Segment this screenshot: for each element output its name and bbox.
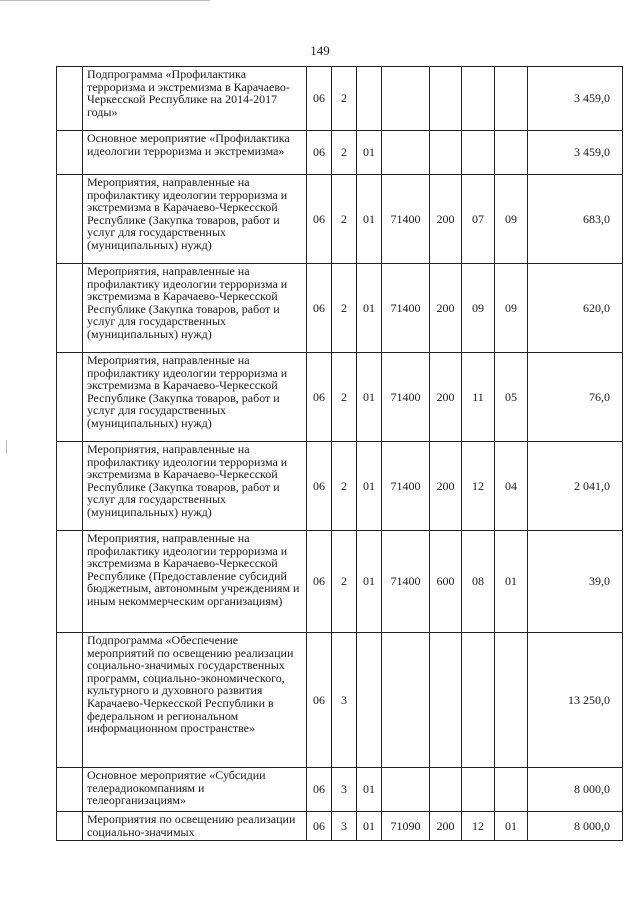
code-cell: 01 bbox=[357, 353, 382, 442]
code-cell: 71400 bbox=[382, 353, 430, 442]
code-cell: 06 bbox=[307, 264, 332, 353]
code-cell bbox=[462, 67, 495, 131]
code-cell: 2 bbox=[332, 175, 357, 264]
description-cell: Подпрограмма «Обеспечение мероприятий по освещению реализации социально-значимых государственных программ, социально-экономического, культурного и духовного развития Карачаево-Черкесской Республики в федеральном и региональном информационном пространстве» bbox=[83, 633, 307, 768]
code-cell: 3 bbox=[332, 633, 357, 768]
code-cell: 200 bbox=[430, 353, 462, 442]
code-cell bbox=[382, 633, 430, 768]
code-cell bbox=[495, 131, 528, 175]
code-cell: 09 bbox=[495, 175, 528, 264]
code-cell: 2 bbox=[332, 67, 357, 131]
code-cell: 2 bbox=[332, 531, 357, 633]
code-cell: 71400 bbox=[382, 442, 430, 531]
index-cell bbox=[57, 175, 83, 264]
index-cell bbox=[57, 264, 83, 353]
code-cell: 01 bbox=[357, 131, 382, 175]
code-cell: 06 bbox=[307, 768, 332, 812]
code-cell bbox=[382, 67, 430, 131]
code-cell: 3 bbox=[332, 768, 357, 812]
description-cell: Мероприятия, направленные на профилактику идеологии терроризма и экстремизма в Карачаево-Черкесской Республике (Закупка товаров, работ и услуг для государственных (муниципальных) нужд) bbox=[83, 353, 307, 442]
code-cell bbox=[462, 131, 495, 175]
code-cell: 08 bbox=[462, 531, 495, 633]
code-cell: 06 bbox=[307, 633, 332, 768]
table-row bbox=[57, 175, 623, 264]
amount-cell: 39,0 bbox=[528, 531, 623, 633]
code-cell: 01 bbox=[357, 264, 382, 353]
code-cell: 71400 bbox=[382, 264, 430, 353]
code-cell: 06 bbox=[307, 175, 332, 264]
table-row bbox=[57, 531, 623, 633]
code-cell: 2 bbox=[332, 131, 357, 175]
code-cell bbox=[357, 633, 382, 768]
index-cell bbox=[57, 812, 83, 841]
code-cell: 06 bbox=[307, 531, 332, 633]
code-cell bbox=[462, 768, 495, 812]
index-cell bbox=[57, 353, 83, 442]
code-cell: 600 bbox=[430, 531, 462, 633]
code-cell: 05 bbox=[495, 353, 528, 442]
code-cell: 06 bbox=[307, 67, 332, 131]
scan-mark bbox=[6, 440, 7, 454]
table-row bbox=[57, 67, 623, 131]
table-row bbox=[57, 768, 623, 812]
index-cell bbox=[57, 442, 83, 531]
code-cell: 09 bbox=[495, 264, 528, 353]
index-cell bbox=[57, 768, 83, 812]
code-cell bbox=[430, 131, 462, 175]
description-cell: Мероприятия, направленные на профилактику идеологии терроризма и экстремизма в Карачаево-Черкесской Республике (Закупка товаров, работ и услуг для государственных (муниципальных) нужд) bbox=[83, 175, 307, 264]
description-cell: Мероприятия, направленные на профилактику идеологии терроризма и экстремизма в Карачаево-Черкесской Республике (Закупка товаров, работ и услуг для государственных (муниципальных) нужд) bbox=[83, 264, 307, 353]
index-cell bbox=[57, 633, 83, 768]
code-cell bbox=[495, 768, 528, 812]
table-row bbox=[57, 353, 623, 442]
code-cell: 01 bbox=[357, 768, 382, 812]
code-cell: 71400 bbox=[382, 531, 430, 633]
amount-cell: 8 000,0 bbox=[528, 768, 623, 812]
code-cell: 2 bbox=[332, 264, 357, 353]
code-cell: 11 bbox=[462, 353, 495, 442]
amount-cell: 76,0 bbox=[528, 353, 623, 442]
code-cell bbox=[430, 633, 462, 768]
budget-table bbox=[56, 66, 623, 841]
code-cell: 01 bbox=[495, 812, 528, 841]
code-cell: 01 bbox=[357, 812, 382, 841]
amount-cell: 3 459,0 bbox=[528, 67, 623, 131]
code-cell: 07 bbox=[462, 175, 495, 264]
amount-cell: 3 459,0 bbox=[528, 131, 623, 175]
code-cell: 3 bbox=[332, 812, 357, 841]
description-cell: Подпрограмма «Профилактика терроризма и экстремизма в Карачаево-Черкесской Республике на 2014-2017 годы» bbox=[83, 67, 307, 131]
description-cell: Мероприятия по освещению реализации социально-значимых bbox=[83, 812, 307, 841]
code-cell bbox=[357, 67, 382, 131]
index-cell bbox=[57, 531, 83, 633]
index-cell bbox=[57, 131, 83, 175]
amount-cell: 620,0 bbox=[528, 264, 623, 353]
code-cell bbox=[430, 67, 462, 131]
description-cell: Основное мероприятие «Профилактика идеологии терроризма и экстремизма» bbox=[83, 131, 307, 175]
amount-cell: 8 000,0 bbox=[528, 812, 623, 841]
code-cell: 06 bbox=[307, 353, 332, 442]
code-cell: 01 bbox=[357, 175, 382, 264]
code-cell: 01 bbox=[357, 531, 382, 633]
code-cell: 12 bbox=[462, 812, 495, 841]
table-row bbox=[57, 131, 623, 175]
code-cell bbox=[430, 768, 462, 812]
amount-cell: 2 041,0 bbox=[528, 442, 623, 531]
code-cell: 12 bbox=[462, 442, 495, 531]
code-cell: 06 bbox=[307, 442, 332, 531]
amount-cell: 683,0 bbox=[528, 175, 623, 264]
code-cell: 06 bbox=[307, 812, 332, 841]
code-cell: 01 bbox=[357, 442, 382, 531]
table-row bbox=[57, 442, 623, 531]
code-cell: 2 bbox=[332, 353, 357, 442]
scan-mark bbox=[0, 0, 210, 1]
amount-cell: 13 250,0 bbox=[528, 633, 623, 768]
code-cell: 06 bbox=[307, 131, 332, 175]
description-cell: Основное мероприятие «Субсидии телерадиокомпаниям и телеорганизациям» bbox=[83, 768, 307, 812]
code-cell: 2 bbox=[332, 442, 357, 531]
code-cell: 71400 bbox=[382, 175, 430, 264]
code-cell: 200 bbox=[430, 175, 462, 264]
code-cell bbox=[495, 67, 528, 131]
code-cell: 200 bbox=[430, 812, 462, 841]
code-cell: 09 bbox=[462, 264, 495, 353]
table-row bbox=[57, 812, 623, 841]
code-cell: 71090 bbox=[382, 812, 430, 841]
page-number: 149 bbox=[310, 43, 330, 58]
code-cell bbox=[462, 633, 495, 768]
description-cell: Мероприятия, направленные на профилактику идеологии терроризма и экстремизма в Карачаево-Черкесской Республике (Предоставление субсидий бюджетным, автономным учреждениям и иным некоммерческим организациям) bbox=[83, 531, 307, 633]
code-cell: 04 bbox=[495, 442, 528, 531]
table-row bbox=[57, 264, 623, 353]
code-cell: 01 bbox=[495, 531, 528, 633]
table-row bbox=[57, 633, 623, 768]
index-cell bbox=[57, 67, 83, 131]
code-cell bbox=[382, 768, 430, 812]
code-cell: 200 bbox=[430, 442, 462, 531]
code-cell bbox=[495, 633, 528, 768]
code-cell bbox=[382, 131, 430, 175]
description-cell: Мероприятия, направленные на профилактику идеологии терроризма и экстремизма в Карачаево-Черкесской Республике (Закупка товаров, работ и услуг для государственных (муниципальных) нужд) bbox=[83, 442, 307, 531]
code-cell: 200 bbox=[430, 264, 462, 353]
